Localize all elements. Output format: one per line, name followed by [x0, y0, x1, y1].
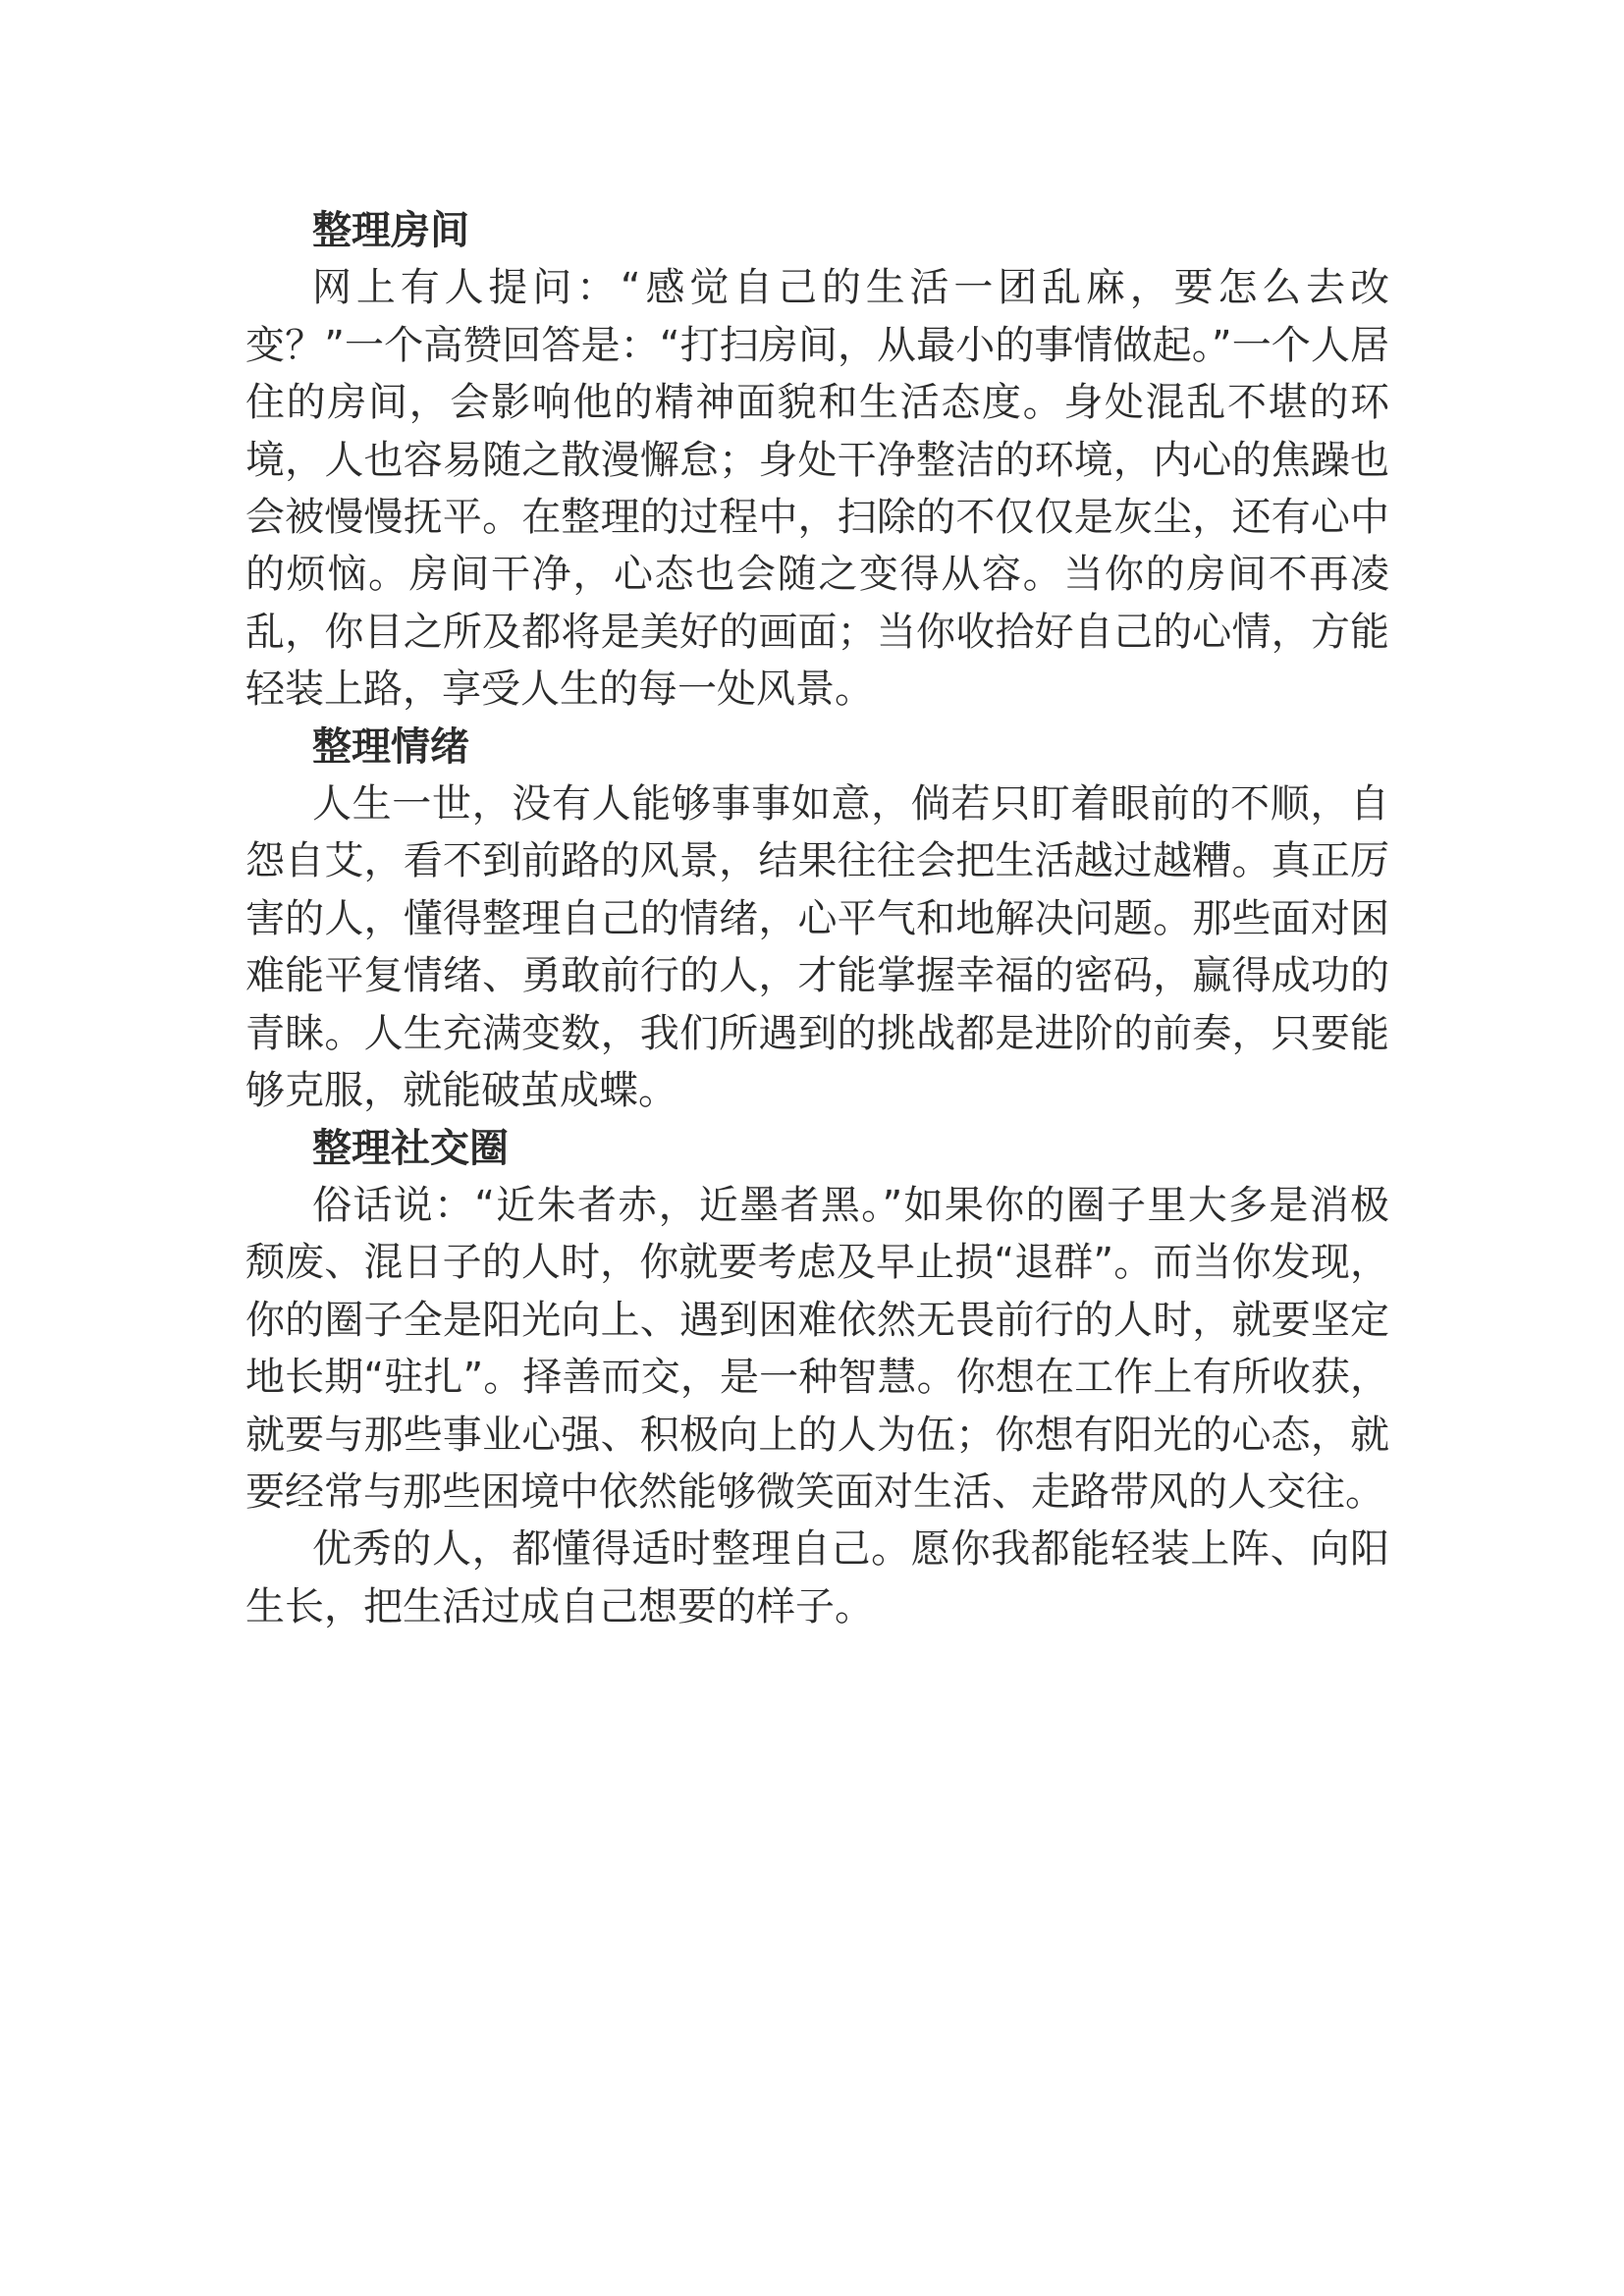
section-heading-room: 整理房间 [312, 208, 469, 253]
section-heading-emotion: 整理情绪 [312, 723, 469, 770]
section-paragraph-social: 俗话说：“近朱者赤，近墨者黑。”如果你的圈子里大多是消极颓废、混日子的人时，你就要考虑及早止损“退群”。而当你发现，你的圈子全是阳光向上、遇到困难依然无畏前行的人时，就要坚定地长期“驻扎”。择善而交，是一种智慧。你想在工作上有所收获，就要与那些事业心强、积极向上的人为伍；你想有阳光的心态，就要经常与那些困境中依然能够微笑面对生活、走路带风的人交往。 [245, 1182, 1389, 1515]
section-paragraph-room: 网上有人提问：“感觉自己的生活一团乱麻，要怎么去改变？”一个高赞回答是：“打扫房间，从最小的事情做起。”一个人居住的房间，会影响他的精神面貌和生活态度。身处混乱不堪的环境，人也容易随之散漫懈怠；身处干净整洁的环境，内心的焦躁也会被慢慢抚平。在整理的过程中，扫除的不仅仅是灰尘，还有心中的烦恼。房间干净，心态也会随之变得从容。当你的房间不再凌乱，你目之所及都将是美好的画面；当你收拾好自己的心情，方能轻装上路，享受人生的每一处风景。 [245, 265, 1389, 713]
conclusion-paragraph: 优秀的人，都懂得适时整理自己。愿你我都能轻装上阵、向阳生长，把生活过成自己想要的样子。 [245, 1526, 1389, 1629]
section-paragraph-emotion: 人生一世，没有人能够事事如意，倘若只盯着眼前的不顺，自怨自艾，看不到前路的风景，结果往往会把生活越过越糟。真正厉害的人，懂得整理自己的情绪，心平气和地解决问题。那些面对困难能平复情绪、勇敢前行的人，才能掌握幸福的密码，赢得成功的青睐。人生充满变数，我们所遇到的挑战都是进阶的前奏，只要能够克服，就能破茧成蝶。 [245, 781, 1389, 1114]
article-body [245, 202, 1389, 1635]
section-heading-social: 整理社交圈 [312, 1125, 509, 1171]
